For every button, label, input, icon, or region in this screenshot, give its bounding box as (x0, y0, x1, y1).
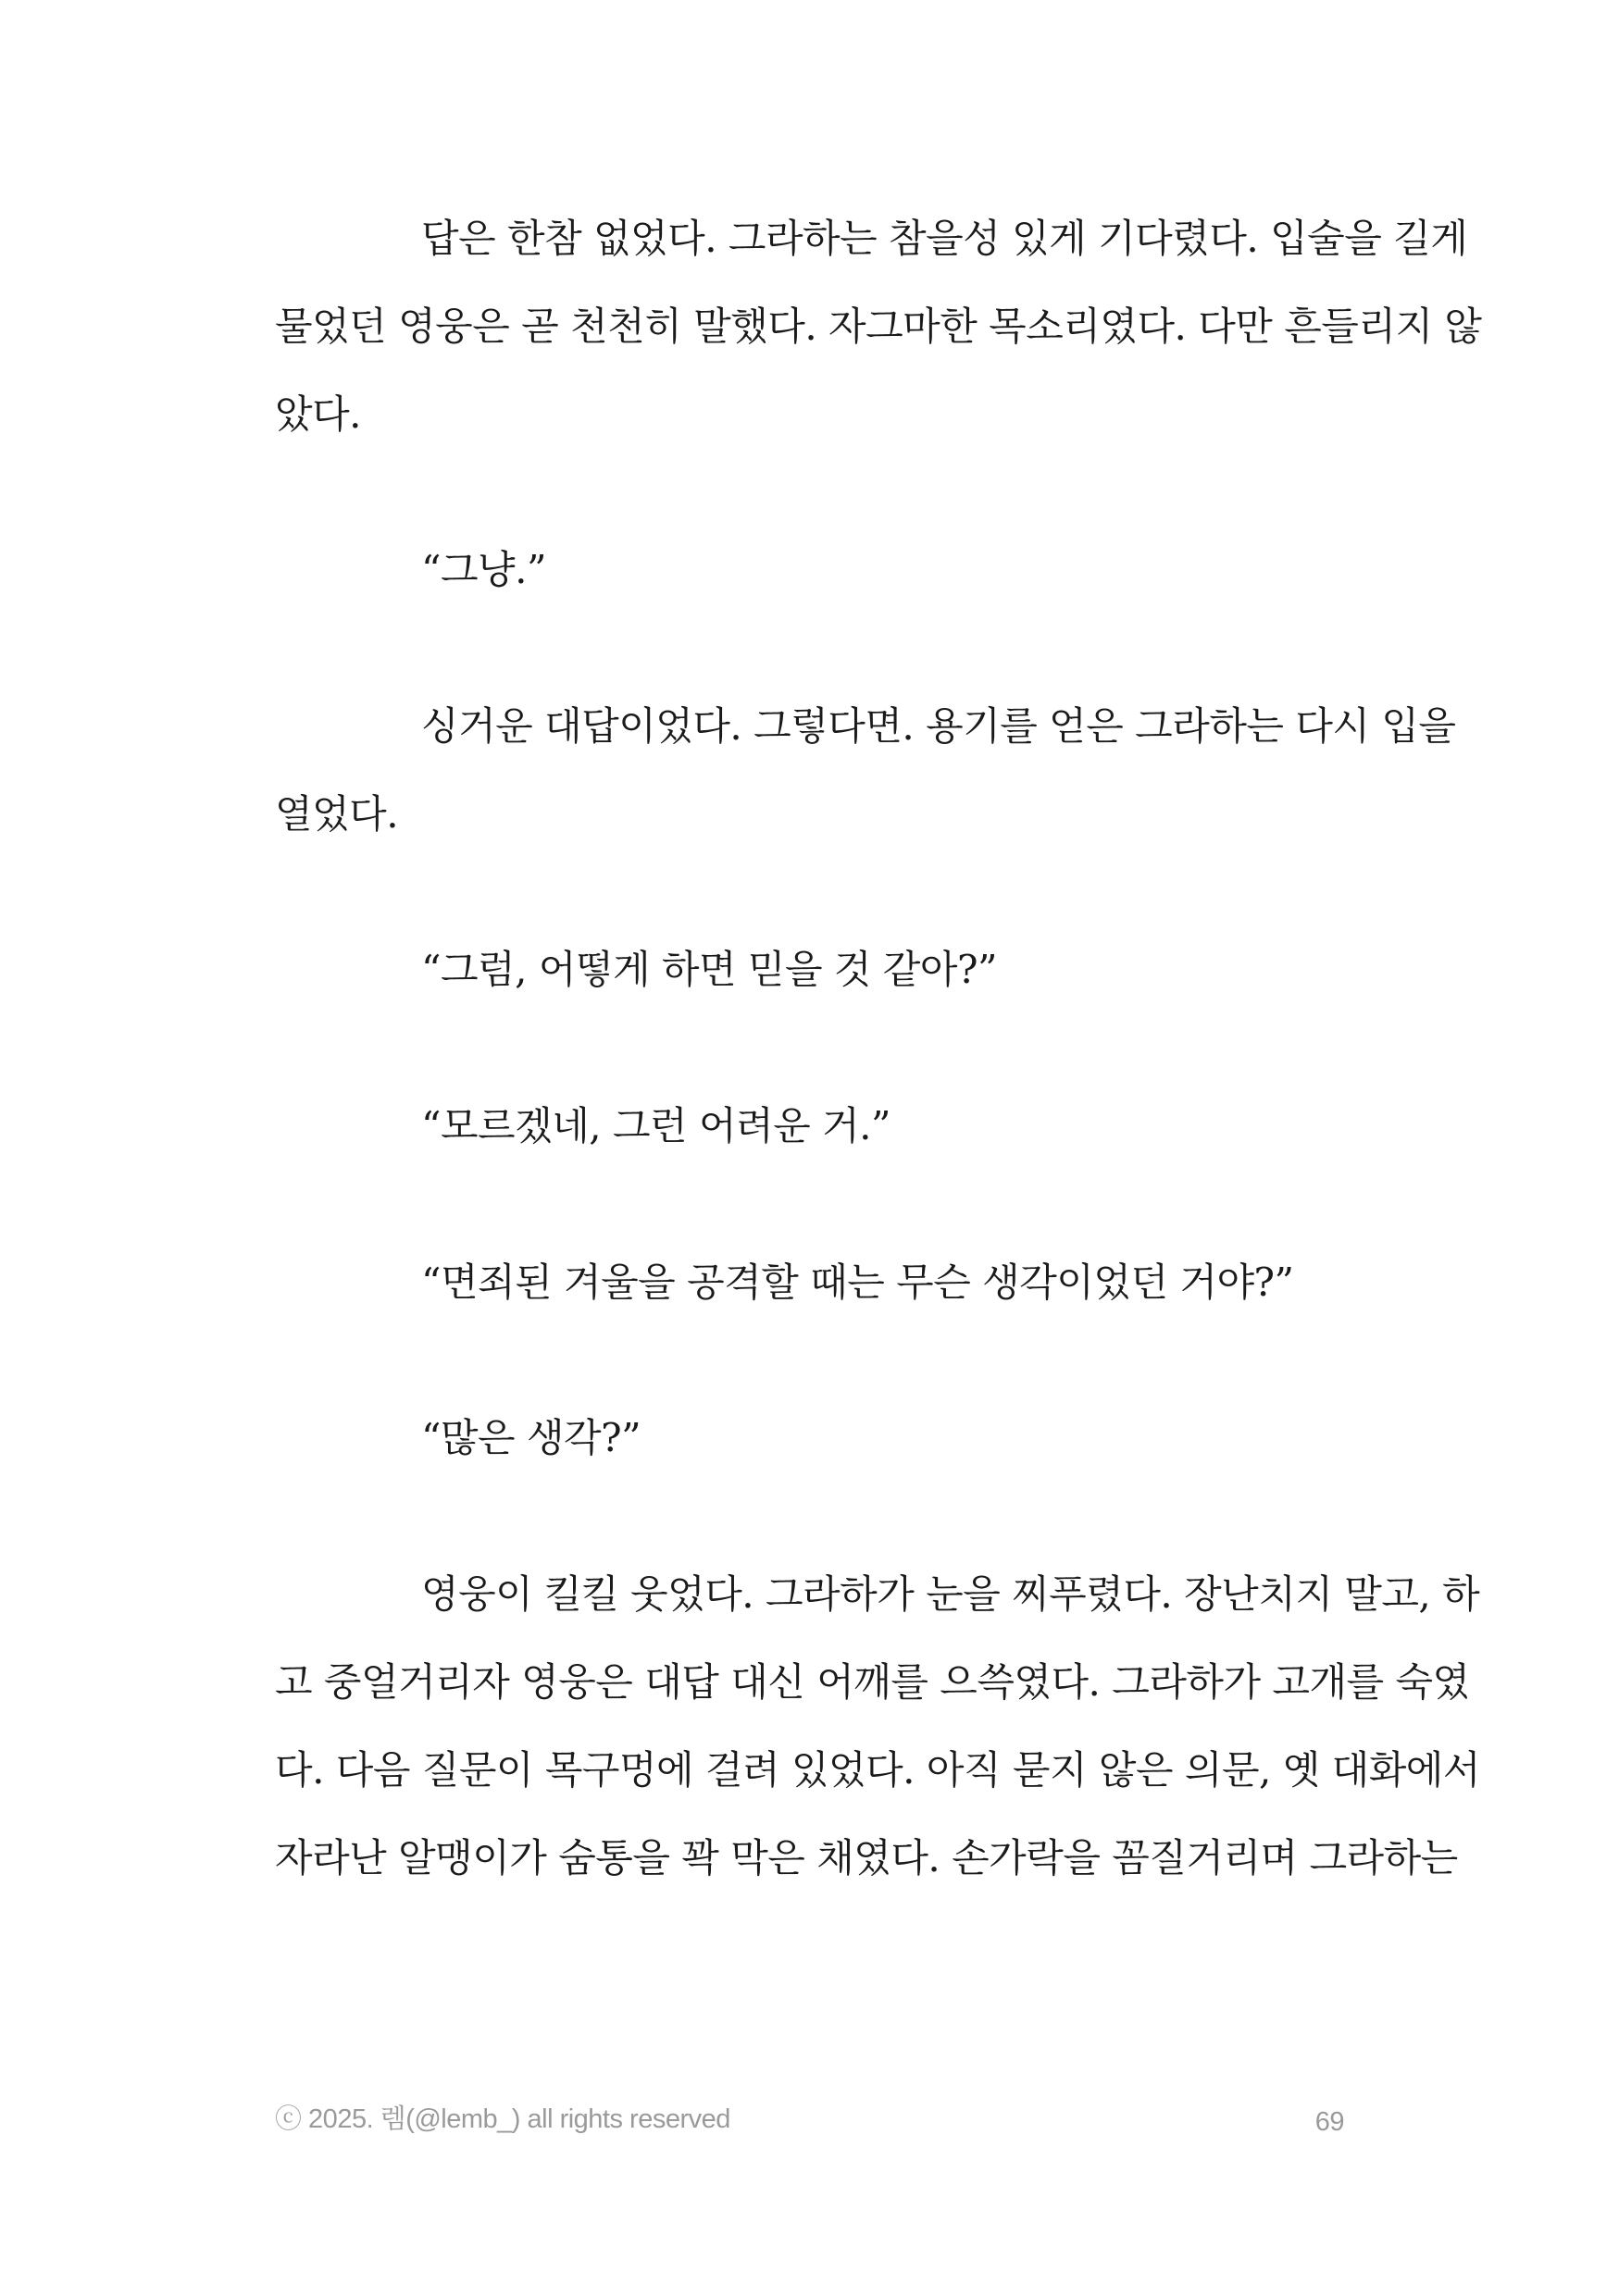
text-line: 열었다. (275, 791, 399, 837)
text-line: 고 중얼거리자 영웅은 대답 대신 어깨를 으쓱였다. 그라하가 고개를 숙였 (275, 1659, 1470, 1705)
dialogue-line: “모르겠네, 그런 어려운 거.” (421, 1103, 890, 1148)
text-line: 싱거운 대답이었다. 그렇다면. 용기를 얻은 그라하는 다시 입을 (421, 703, 1456, 749)
dialogue-line: “많은 생각?” (421, 1415, 641, 1460)
dialogue-line: “그냥.” (421, 547, 546, 592)
dialogue-line: “그럼, 어떻게 하면 믿을 것 같아?” (421, 947, 997, 992)
text-line: 답은 한참 없었다. 그라하는 참을성 있게 기다렸다. 입술을 길게 (421, 216, 1468, 261)
copyright-notice: ⓒ 2025. 렘(@lemb_) all rights reserved (275, 2104, 730, 2134)
text-line: 았다. (275, 391, 361, 437)
text-line: 물었던 영웅은 곧 천천히 말했다. 자그마한 목소리였다. 다만 흔들리지 않 (275, 304, 1482, 349)
text-line: 영웅이 킬킬 웃었다. 그라하가 눈을 찌푸렸다. 장난치지 말고, 하 (421, 1571, 1480, 1617)
text-line: 자라난 알맹이가 숨통을 꽉 막은 채였다. 손가락을 꼼질거리며 그라하는 (275, 1835, 1458, 1880)
text-line: 다. 다음 질문이 목구멍에 걸려 있었다. 아직 묻지 않은 의문, 옛 대화에서 (275, 1747, 1480, 1793)
dialogue-line: “면죄된 겨울을 공격할 때는 무슨 생각이었던 거야?” (421, 1260, 1294, 1305)
page-number: 69 (1314, 2107, 1344, 2137)
